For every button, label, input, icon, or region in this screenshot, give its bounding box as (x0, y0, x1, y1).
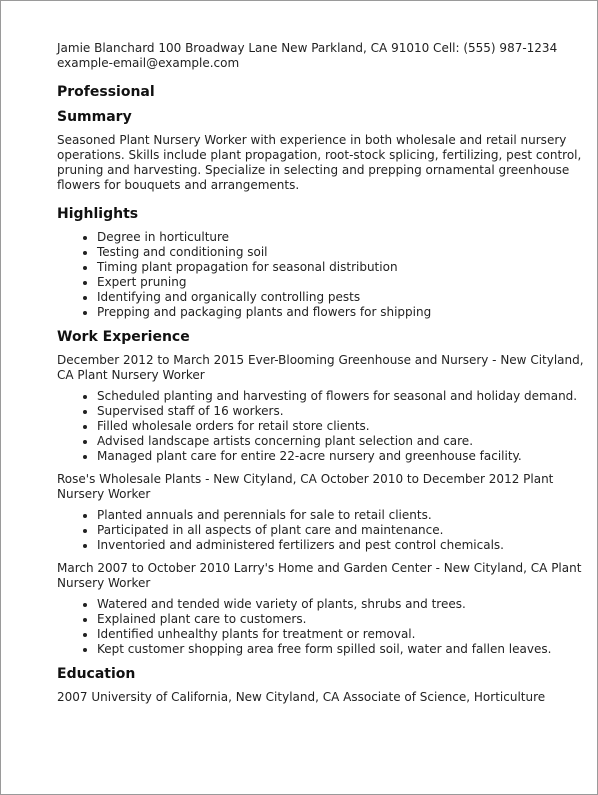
section-heading-summary: Summary (57, 109, 132, 125)
summary-text: Seasoned Plant Nursery Worker with experience in both wholesale and retail nursery operations. Skills include plant propagation, root-stock splicing, fertilizing, pest control, pruning and harvesting. Specialize in selecting and prepping ornamental greenhouse flowers for bouquets and arrangements. (57, 133, 582, 192)
section-heading-education: Education (57, 666, 136, 682)
job-duties-list (57, 389, 587, 464)
section-heading-professional: Professional (57, 84, 155, 100)
job-duties-list (57, 508, 587, 553)
highlight-item: • Timing plant propagation for seasonal distribution (97, 260, 587, 275)
highlight-item: • Expert pruning (97, 275, 587, 290)
job-duty-item: • Identified unhealthy plants for treatment or removal. (97, 627, 587, 642)
job-duty-item: • Explained plant care to customers. (97, 612, 587, 627)
job-header: March 2007 to October 2010 Larry's Home and Garden Center - New Cityland, CA Plant Nursery Worker (57, 561, 582, 590)
job-duty-item: • Filled wholesale orders for retail store clients. (97, 419, 587, 434)
job-header: December 2012 to March 2015 Ever-Blooming Greenhouse and Nursery - New Cityland, CA Plant Nursery Worker (57, 353, 584, 382)
section-heading-highlights: Highlights (57, 206, 139, 222)
job-duty-item: • Managed plant care for entire 22-acre nursery and greenhouse facility. (97, 449, 587, 464)
job-duty-item: • Participated in all aspects of plant care and maintenance. (97, 523, 587, 538)
highlight-item: • Identifying and organically controlling pests (97, 290, 587, 305)
highlight-item: • Degree in horticulture (97, 230, 587, 245)
job-duty-item: • Inventoried and administered fertilizers and pest control chemicals. (97, 538, 587, 553)
job-header: Rose's Wholesale Plants - New Cityland, CA October 2010 to December 2012 Plant Nursery Worker (57, 472, 554, 501)
education-entry: 2007 University of California, New Cityland, CA Associate of Science, Horticulture (57, 690, 546, 704)
resume-document (57, 41, 587, 705)
job-duty-item: • Kept customer shopping area free form spilled soil, water and fallen leaves. (97, 642, 587, 657)
job-duty-item: • Watered and tended wide variety of plants, shrubs and trees. (97, 597, 587, 612)
contact-info: Jamie Blanchard 100 Broadway Lane New Parkland, CA 91010 Cell: (555) 987-1234 example-email@example.com (57, 41, 558, 70)
job-duty-item: • Advised landscape artists concerning plant selection and care. (97, 434, 587, 449)
highlight-item: • Testing and conditioning soil (97, 245, 587, 260)
job-duties-list (57, 597, 587, 657)
job-duty-item: • Scheduled planting and harvesting of flowers for seasonal and holiday demand. (97, 389, 587, 404)
highlight-item: • Prepping and packaging plants and flowers for shipping (97, 305, 587, 320)
job-duty-item: • Supervised staff of 16 workers. (97, 404, 587, 419)
job-duty-item: • Planted annuals and perennials for sale to retail clients. (97, 508, 587, 523)
section-heading-work-experience: Work Experience (57, 329, 190, 345)
highlights-list (57, 230, 587, 320)
